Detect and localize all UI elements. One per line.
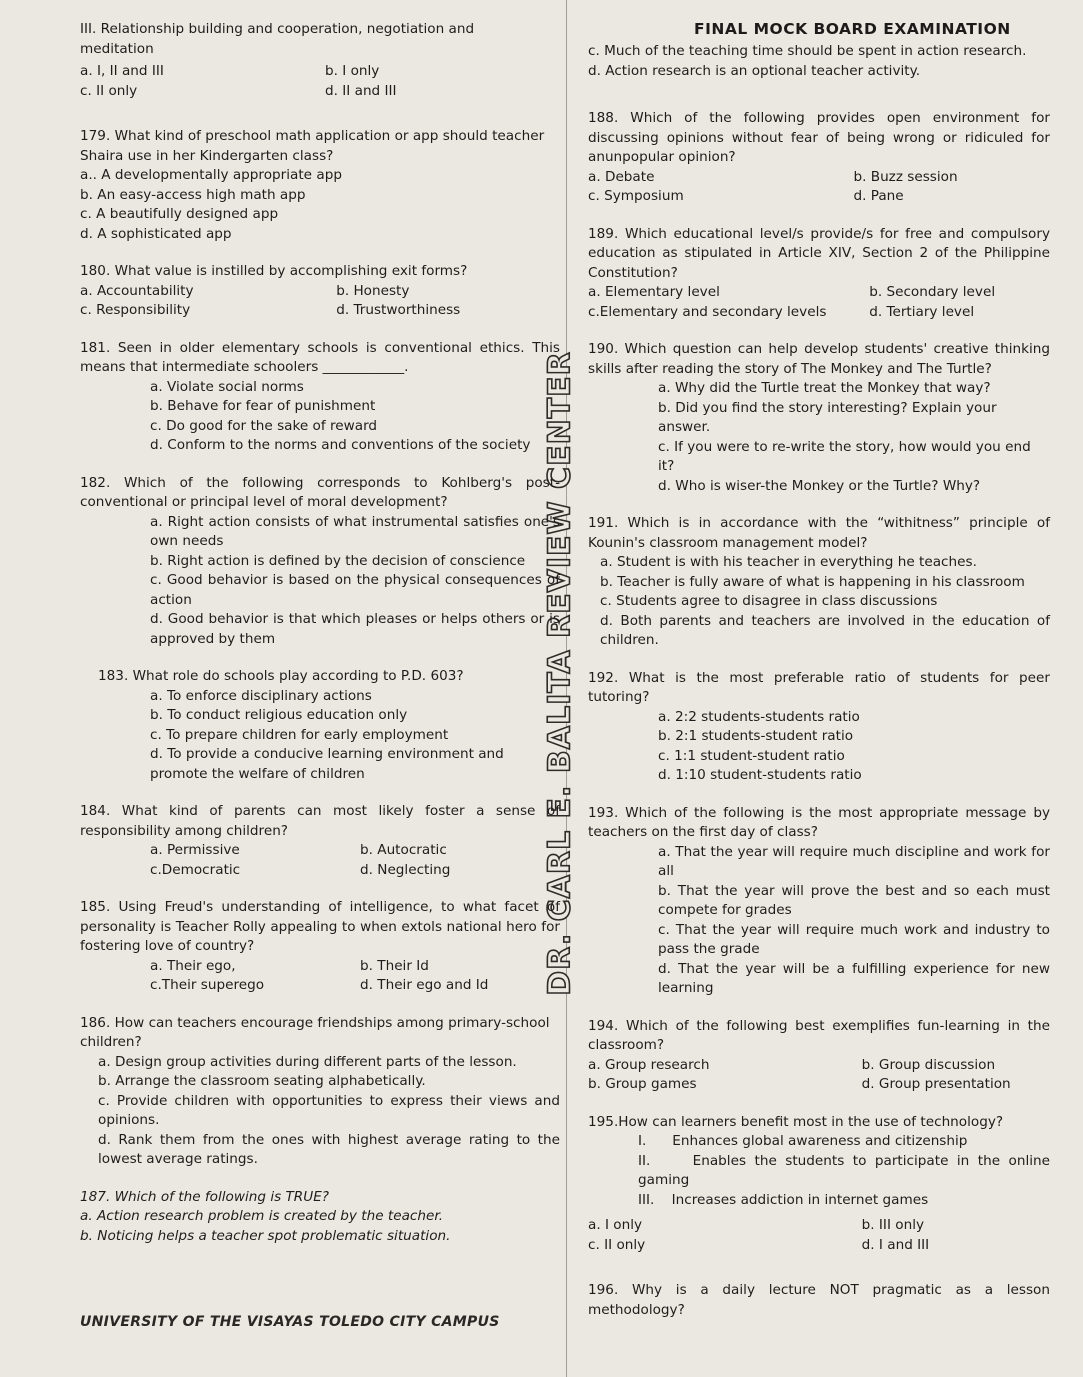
option: b. Their Id xyxy=(360,957,429,974)
question-stem: 185. Using Freud's understanding of intelligence, to what facet of personality is Teacher Rolly appealing to when extols national hero for fostering love of country? xyxy=(80,899,560,954)
option: c.Democratic xyxy=(150,861,241,878)
option: c. Responsibility xyxy=(80,302,191,318)
question-stem: 186. How can teachers encourage friendships among primary-school children? xyxy=(80,1014,550,1050)
option: a. Debate xyxy=(588,168,655,185)
question-stem: 182. Which of the following corresponds to Kohlberg's post-conventional or principal level of moral development? xyxy=(80,474,560,510)
option: b. Group games xyxy=(588,1076,697,1092)
option: d. To provide a conducive learning environment and promote the welfare of children xyxy=(150,746,504,782)
option: d. Rank them from the ones with highest average rating to the lowest average ratings. xyxy=(98,1131,560,1167)
question-stem: 191. Which is in accordance with the “withitness” principle of Kounin's classroom management model? xyxy=(588,515,1050,551)
question-187 xyxy=(80,1188,560,1247)
option: a.. A developmentally appropriate app xyxy=(80,167,342,183)
campus-footer: UNIVERSITY OF THE VISAYAS TOLEDO CITY CAMPUS xyxy=(80,1314,500,1330)
option: c. If you were to re-write the story, how would you end it? xyxy=(658,438,1031,474)
option: c. Do good for the sake of reward xyxy=(150,417,378,434)
question-stem: 192. What is the most preferable ratio of students for peer tutoring? xyxy=(588,669,1050,705)
exam-title: FINAL MOCK BOARD EXAMINATION xyxy=(694,20,1011,38)
question-stem: 188. Which of the following provides open environment for discussing opinions without fear of being wrong or ridiculed for anunpopular opinion? xyxy=(588,110,1050,165)
option: a. Violate social norms xyxy=(150,378,304,395)
question-stem: 179. What kind of preschool math application or app should teacher Shaira use in her Kindergarten class? xyxy=(80,128,545,164)
option: c. To prepare children for early employment xyxy=(150,726,449,743)
option: d. Neglecting xyxy=(360,861,451,878)
watermark-text: DR. CARL E. BALITA REVIEW CENTER xyxy=(542,350,578,996)
option: a. Action research problem is created by the teacher. xyxy=(80,1208,444,1224)
option: a. I, II and III xyxy=(80,63,164,79)
question-194 xyxy=(588,1017,1050,1095)
option: b. Right action is defined by the decision of conscience xyxy=(150,552,526,569)
option: a. Group research xyxy=(588,1056,710,1073)
question-182 xyxy=(80,474,560,650)
option: d. Both parents and teachers are involved in the education of children. xyxy=(600,612,1050,648)
option: b. Buzz session xyxy=(853,168,958,185)
option: c.Elementary and secondary levels xyxy=(588,303,827,320)
option: b. Group discussion xyxy=(861,1056,996,1073)
question-195 xyxy=(588,1113,1050,1256)
option: c. 1:1 student-student ratio xyxy=(658,747,845,764)
option: c. Much of the teaching time should be spent in action research. xyxy=(588,43,1027,59)
option: d. II and III xyxy=(325,82,397,99)
question-stem: 187. Which of the following is TRUE? xyxy=(80,1188,330,1205)
option: b. Behave for fear of punishment xyxy=(150,398,376,414)
option: a. Accountability xyxy=(80,282,194,299)
option: b. Teacher is fully aware of what is happening in his classroom xyxy=(600,573,1025,590)
question-stem: 195.How can learners benefit most in the use of technology? xyxy=(588,1113,1004,1130)
option: d. Trustworthiness xyxy=(336,302,461,318)
option: d. A sophisticated app xyxy=(80,225,232,242)
fragment-top-left xyxy=(80,20,560,101)
question-180 xyxy=(80,262,560,321)
option: a. Right action consists of what instrumental satisfies one's own needs xyxy=(150,513,560,549)
question-188 xyxy=(588,109,1050,207)
question-stem: 194. Which of the following best exemplifies fun-learning in the classroom? xyxy=(588,1017,1050,1053)
option: d. Good behavior is that which pleases or helps others or is approved by them xyxy=(150,611,560,647)
question-stem: 181. Seen in older elementary schools is conventional ethics. This means that intermediate schoolers ____________. xyxy=(80,339,560,375)
question-stem: 183. What role do schools play according to P.D. 603? xyxy=(98,668,464,684)
option: d. Group presentation xyxy=(861,1076,1011,1092)
fragment-line: III. Relationship building and cooperation, negotiation and xyxy=(80,21,475,37)
option: a. Their ego, xyxy=(150,957,236,974)
option: d. Action research is an optional teacher activity. xyxy=(588,62,921,79)
option: a. Elementary level xyxy=(588,284,720,300)
option: b. 2:1 students-student ratio xyxy=(658,728,854,744)
option: a. Student is with his teacher in everything he teaches. xyxy=(600,554,977,570)
option: c. That the year will require much work and industry to pass the grade xyxy=(658,921,1050,957)
option: d. That the year will be a fulfilling experience for new learning xyxy=(658,960,1050,996)
fragment-top-right xyxy=(588,42,1050,81)
option: a. I only xyxy=(588,1217,643,1233)
question-186 xyxy=(80,1014,560,1170)
option: c. A beautifully designed app xyxy=(80,206,279,222)
question-193 xyxy=(588,804,1050,999)
option: c. II only xyxy=(80,82,138,99)
question-179 xyxy=(80,127,560,244)
option: b. Did you find the story interesting? Explain your answer. xyxy=(658,399,997,435)
roman-item: III. Increases addiction in internet games xyxy=(638,1191,929,1208)
question-192 xyxy=(588,669,1050,786)
option: d. I and III xyxy=(861,1236,930,1253)
option: b. Autocratic xyxy=(360,842,447,858)
question-stem: 196. Why is a daily lecture NOT pragmatic as a lesson methodology? xyxy=(588,1282,1050,1318)
option: b. Honesty xyxy=(336,282,410,299)
option: a. Permissive xyxy=(150,842,240,858)
question-196 xyxy=(588,1281,1050,1320)
option: b. Noticing helps a teacher spot problematic situation. xyxy=(80,1227,451,1244)
right-column xyxy=(588,20,1050,1320)
option: b. I only xyxy=(325,63,380,79)
option: a. To enforce disciplinary actions xyxy=(150,687,372,704)
option: a. Design group activities during different parts of the lesson. xyxy=(98,1053,517,1070)
option: c.Their superego xyxy=(150,977,265,993)
option: c. Symposium xyxy=(588,188,684,204)
option: c. Students agree to disagree in class discussions xyxy=(600,593,938,609)
question-184 xyxy=(80,802,560,880)
question-189 xyxy=(588,225,1050,323)
option: d. Who is wiser-the Monkey or the Turtle? Why? xyxy=(658,477,981,494)
question-190 xyxy=(588,340,1050,496)
question-stem: 180. What value is instilled by accomplishing exit forms? xyxy=(80,263,468,279)
option: b. III only xyxy=(861,1217,925,1233)
option: d. Tertiary level xyxy=(869,303,975,320)
option: b. Arrange the classroom seating alphabetically. xyxy=(98,1073,426,1089)
question-185 xyxy=(80,898,560,996)
option: a. That the year will require much discipline and work for all xyxy=(658,843,1050,879)
fragment-line: meditation xyxy=(80,40,154,57)
roman-item: I. Enhances global awareness and citizenship xyxy=(638,1133,968,1149)
option: d. 1:10 student-students ratio xyxy=(658,767,862,783)
question-stem: 193. Which of the following is the most appropriate message by teachers on the first day of class? xyxy=(588,804,1050,840)
option: d. Pane xyxy=(853,188,904,204)
question-181 xyxy=(80,339,560,456)
left-column xyxy=(80,20,560,1246)
option: b. Secondary level xyxy=(869,284,996,300)
option: b. An easy-access high math app xyxy=(80,186,306,203)
question-stem: 184. What kind of parents can most likely foster a sense of responsibility among children? xyxy=(80,803,560,839)
question-183 xyxy=(80,667,560,784)
option: d. Conform to the norms and conventions of the society xyxy=(150,437,531,453)
option: c. Good behavior is based on the physical consequences of action xyxy=(150,572,560,608)
option: d. Their ego and Id xyxy=(360,977,489,993)
option: b. That the year will prove the best and so each must compete for grades xyxy=(658,882,1050,918)
question-stem: 189. Which educational level/s provide/s for free and compulsory education as stipulated in Article XIV, Section 2 of the Philippine Constitution? xyxy=(588,225,1050,281)
option: a. Why did the Turtle treat the Monkey that way? xyxy=(658,380,991,396)
option: a. 2:2 students-students ratio xyxy=(658,708,860,725)
option: c. Provide children with opportunities to express their views and opinions. xyxy=(98,1092,560,1128)
option: b. To conduct religious education only xyxy=(150,707,408,723)
option: c. II only xyxy=(588,1236,646,1253)
question-191 xyxy=(588,514,1050,651)
roman-item: II. Enables the students to participate in the online gaming xyxy=(638,1152,1050,1188)
question-stem: 190. Which question can help develop students' creative thinking skills after reading the story of The Monkey and The Turtle? xyxy=(588,341,1050,377)
